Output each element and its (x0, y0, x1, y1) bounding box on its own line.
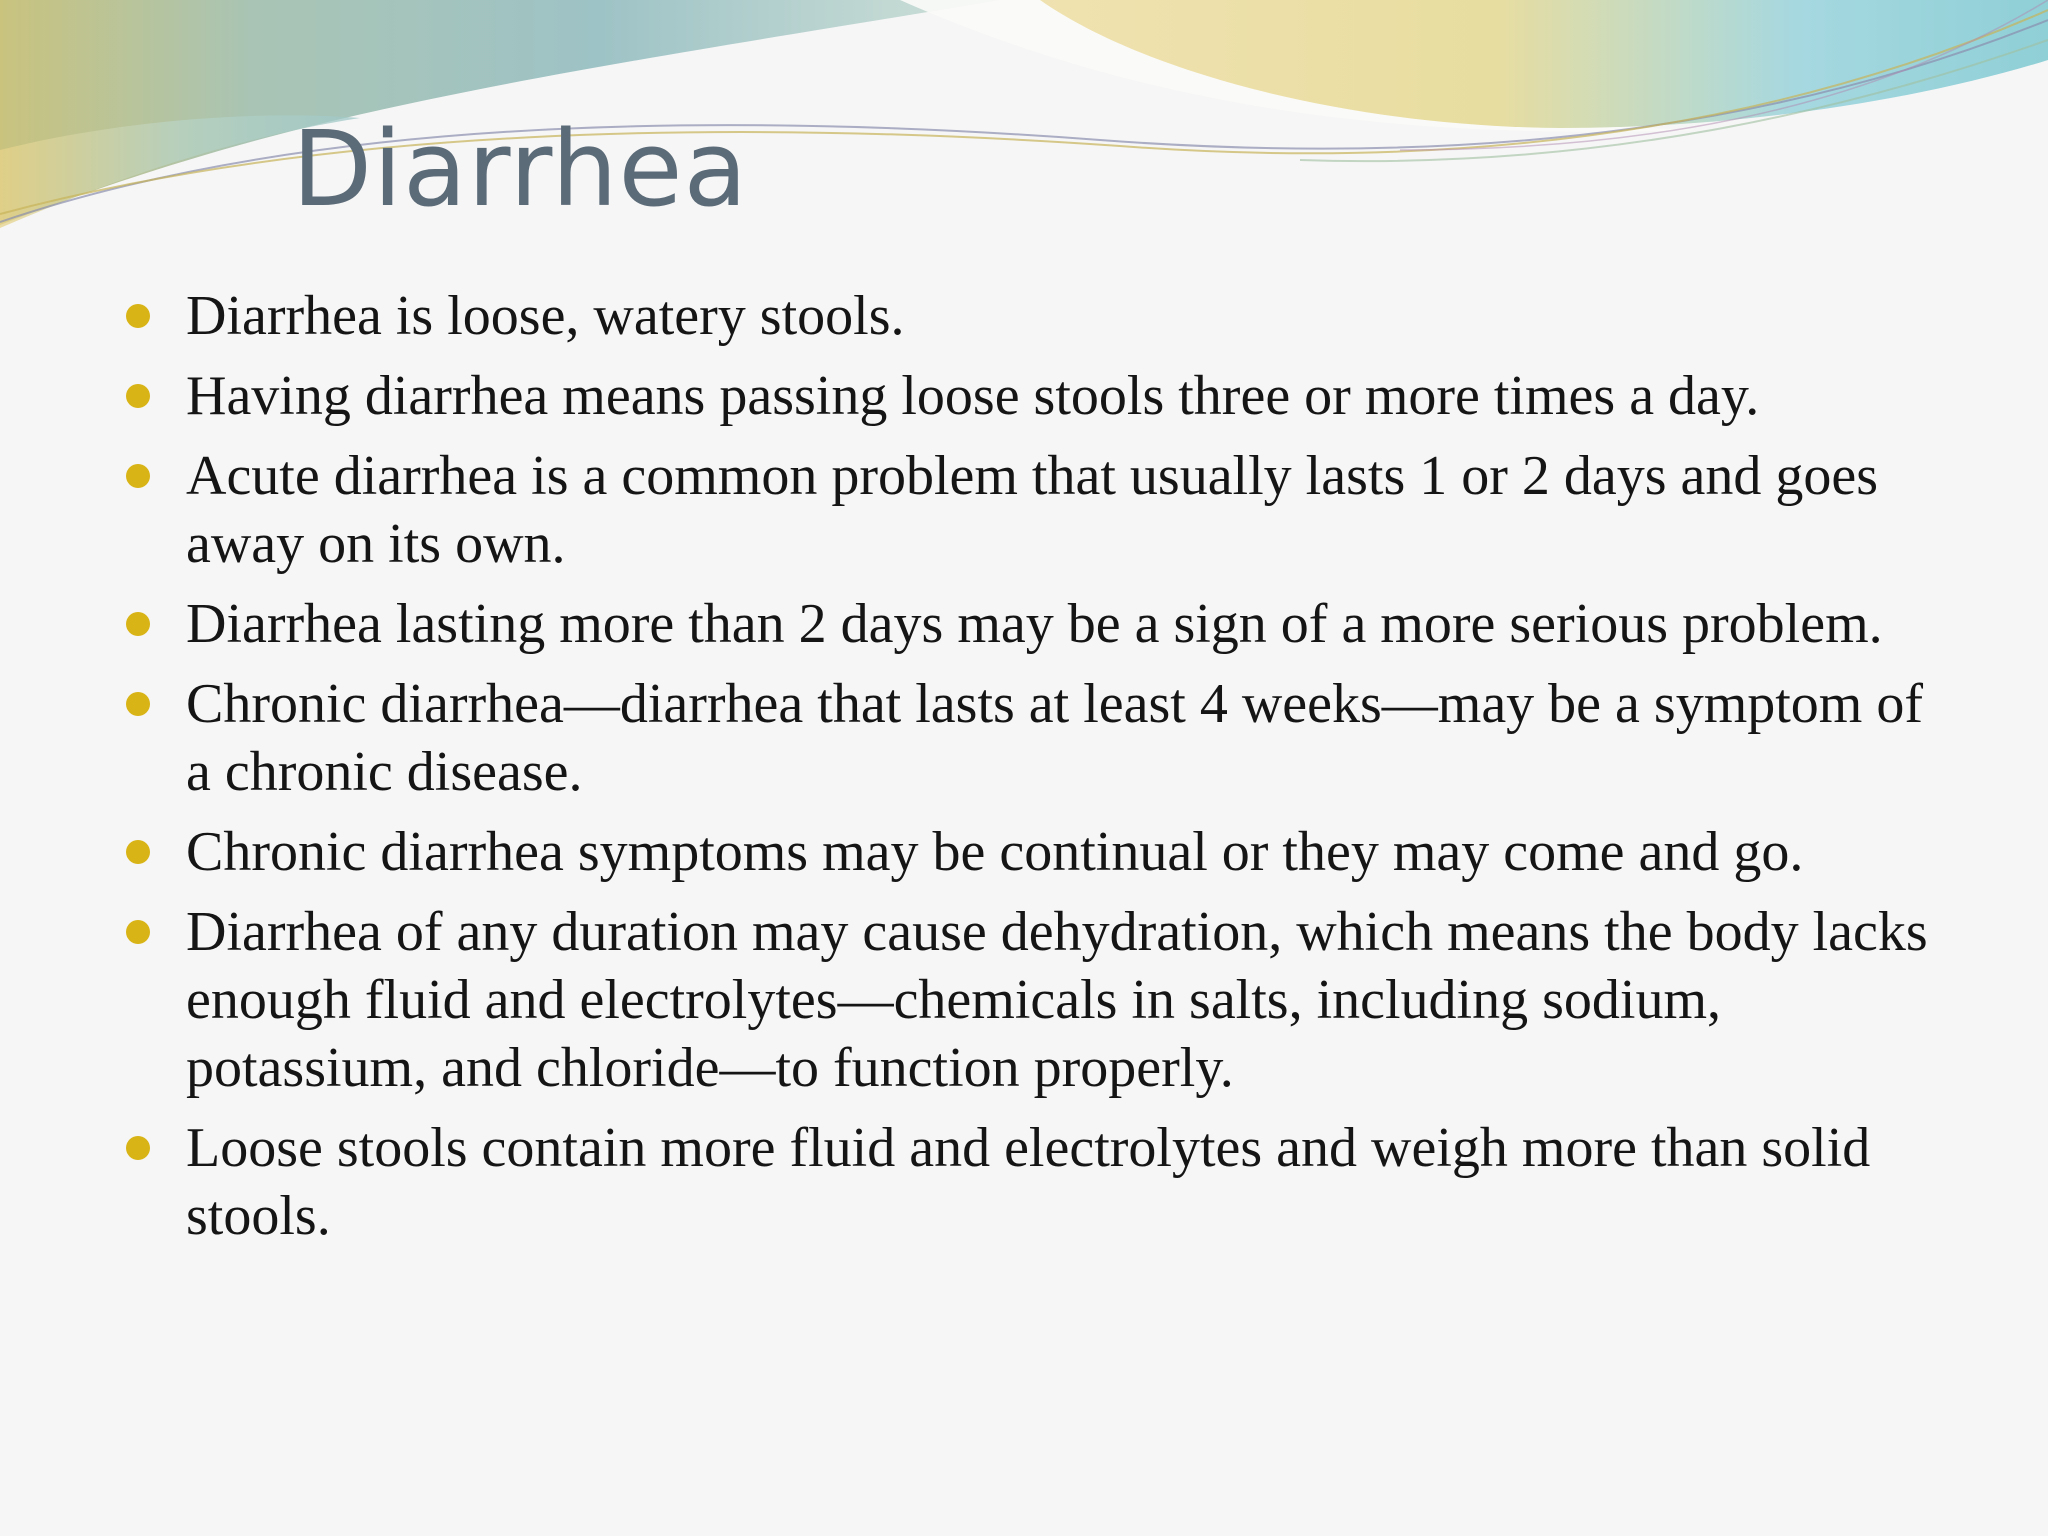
bullet-text: Diarrhea lasting more than 2 days may be a sign of a more serious problem. (186, 593, 1883, 655)
list-item (126, 898, 1936, 1102)
bullet-text: Diarrhea is loose, watery stools. (186, 285, 905, 347)
list-item (126, 1114, 1936, 1250)
bullet-dot-icon (126, 692, 150, 716)
list-item (126, 590, 1936, 658)
bullet-dot-icon (126, 1136, 150, 1160)
bullet-dot-icon (126, 840, 150, 864)
bullet-text: Chronic diarrhea symptoms may be continual or they may come and go. (186, 821, 1804, 883)
list-item (126, 818, 1936, 886)
bullet-text: Diarrhea of any duration may cause dehydration, which means the body lacks enough fluid and electrolytes—chemicals in salts, including sodium, potassium, and chloride—to function properly. (186, 901, 1928, 1099)
bullet-dot-icon (126, 384, 150, 408)
bullet-text: Loose stools contain more fluid and electrolytes and weigh more than solid stools. (186, 1117, 1871, 1247)
bullet-dot-icon (126, 920, 150, 944)
slide-title: Diarrhea (292, 108, 749, 230)
list-item (126, 670, 1936, 806)
bullet-dot-icon (126, 464, 150, 488)
bullet-text: Having diarrhea means passing loose stools three or more times a day. (186, 365, 1760, 427)
bullet-text: Chronic diarrhea—diarrhea that lasts at least 4 weeks—may be a symptom of a chronic disease. (186, 673, 1924, 803)
bullet-text: Acute diarrhea is a common problem that usually lasts 1 or 2 days and goes away on its own. (186, 445, 1879, 575)
bullet-dot-icon (126, 612, 150, 636)
bullet-dot-icon (126, 304, 150, 328)
list-item (126, 282, 1936, 350)
list-item (126, 362, 1936, 430)
bullet-list (126, 282, 1936, 1262)
list-item (126, 442, 1936, 578)
